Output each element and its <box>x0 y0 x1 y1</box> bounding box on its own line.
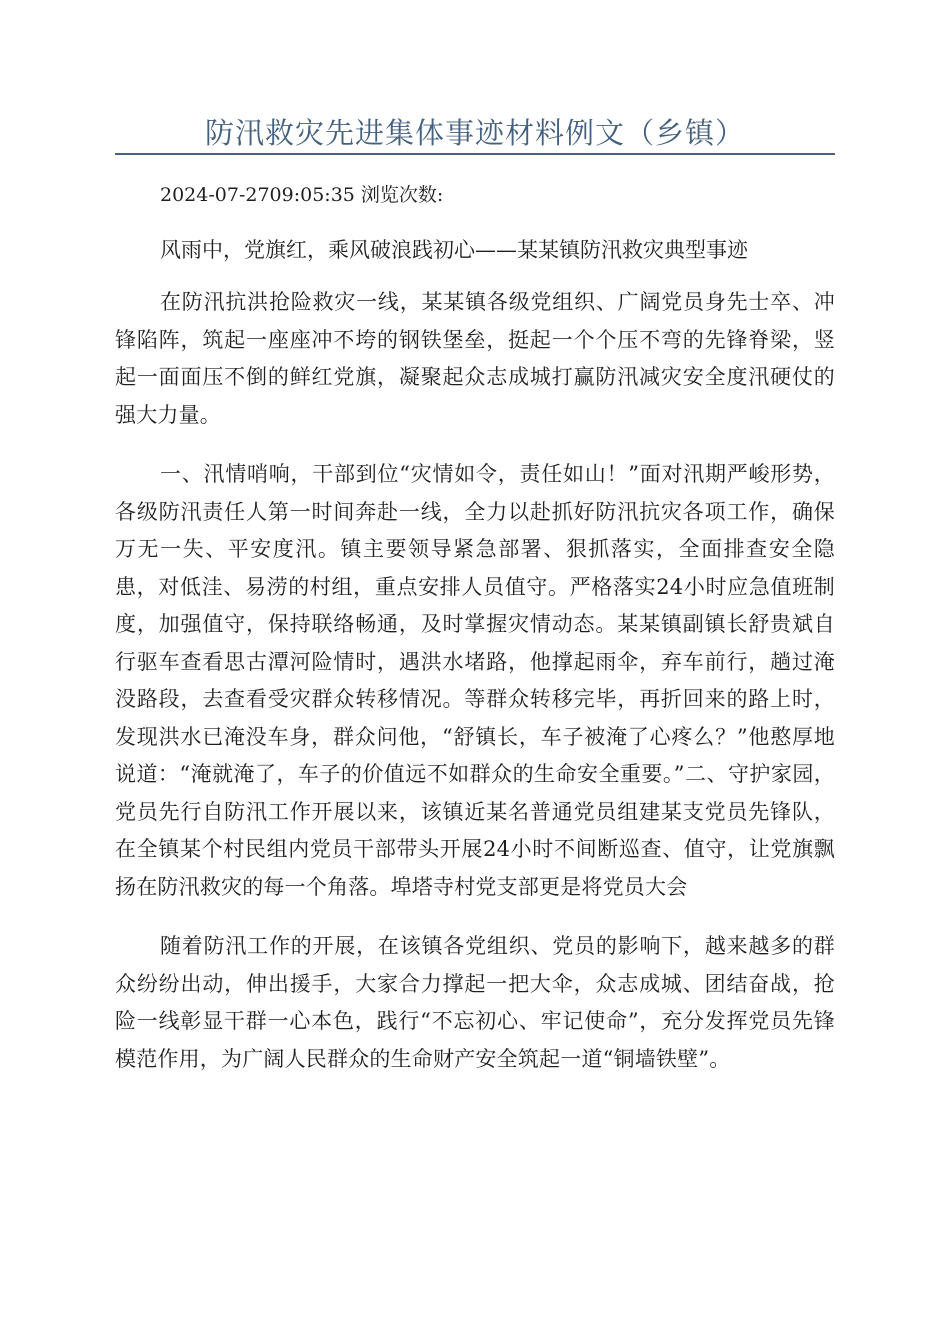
title-underline <box>115 153 835 155</box>
publish-meta: 2024-07-2709:05:35 浏览次数: <box>160 184 444 206</box>
paragraph-closing: 随着防汛工作的开展，在该镇各党组织、党员的影响下，越来越多的群众纷纷出动，伸出援手，大家合力撑起一把大伞，众志成城、团结奋战，抢险一线彰显干群一心本色，践行“不忘初心、牢记使命”，充分发挥党员先锋模范作用，为广阔人民群众的生命财产安全筑起一道“铜墙铁壁”。 <box>115 934 835 1071</box>
document-title: 防汛救灾先进集体事迹材料例文（乡镇） <box>204 116 745 150</box>
paragraph-section-one: 一、汛情哨响，干部到位“灾情如令，责任如山！”面对汛期严峻形势，各级防汛责任人第一时间奔赴一线，全力以赴抓好防汛抗灾各项工作，确保万无一失、平安度汛。镇主要领导紧急部署、狠抓落实，全面排查安全隐患，对低洼、易涝的村组，重点安排人员值守。严格落实24小时应急值班制度，加强值守，保持联络畅通，及时掌握灾情动态。某某镇副镇长舒贵斌自行驱车查看思古潭河险情时，遇洪水堵路，他撑起雨伞，弃车前行，趟过淹没路段，去查看受灾群众转移情况。等群众转移完毕，再折回来的路上时，发现洪水已淹没车身，群众问他，“舒镇长，车子被淹了心疼么？”他憨厚地说道：“淹就淹了，车子的价值远不如群众的生命安全重要。”二、守护家园，党员先行自防汛工作开展以来，该镇近某名普通党员组建某支党员先锋队，在全镇某个村民组内党员干部带头开展24小时不间断巡查、值守，让党旗飘扬在防汛救灾的每一个角落。埠塔寺村党支部更是将党员大会 <box>115 462 835 899</box>
document-subtitle: 风雨中，党旗红，乘风破浪践初心——某某镇防汛救灾典型事迹 <box>160 238 748 262</box>
document-body <box>115 284 835 1100</box>
paragraph-intro: 在防汛抗洪抢险救灾一线，某某镇各级党组织、广阔党员身先士卒、冲锋陷阵，筑起一座座冲不垮的钢铁堡垒，挺起一个个压不弯的先锋脊梁，竖起一面面压不倒的鲜红党旗，凝聚起众志成城打赢防汛减灾安全度汛硬仗的强大力量。 <box>115 290 835 427</box>
